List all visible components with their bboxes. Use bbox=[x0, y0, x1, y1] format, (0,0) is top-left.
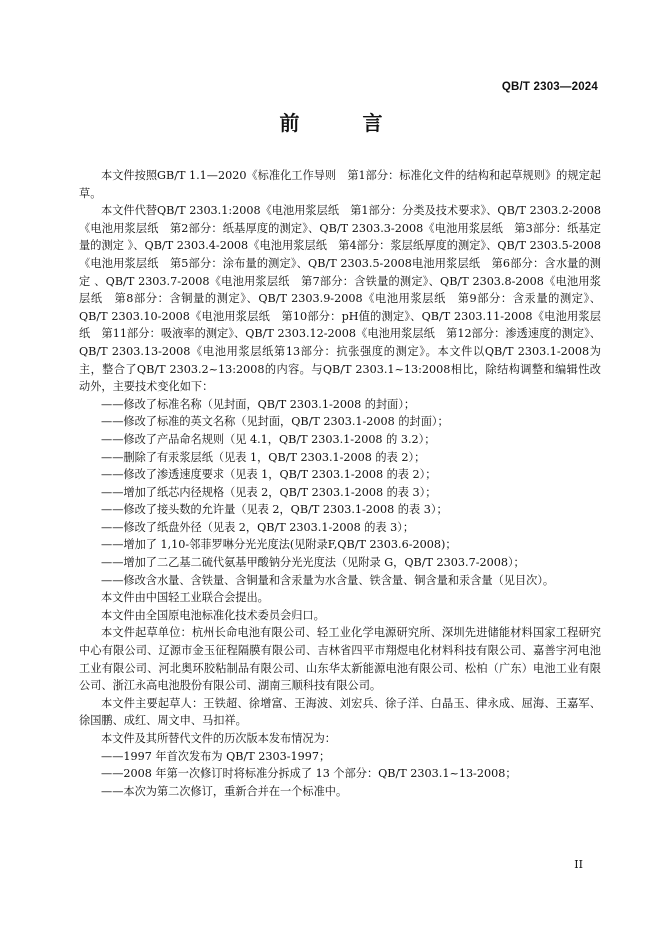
drafting-rule-paragraph: 本文件按照GB/T 1.1—2020《标准化工作导则 第1部分：标准化文件的结构和起草规则》的规定起草。 bbox=[79, 169, 601, 200]
change-item: ——修改了标准名称（见封面，QB/T 2303.1-2008 的封面）； bbox=[101, 397, 416, 411]
page-number: II bbox=[574, 858, 583, 871]
change-item: ——增加了二乙基二硫代氨基甲酸钠分光光度法（见附录 G，QB/T 2303.7-2008）； bbox=[101, 556, 525, 570]
history-item: ——本次为第二次修订，重新合并在一个标准中。 bbox=[101, 784, 348, 798]
change-item: ——修改了渗透速度要求（见表 1，QB/T 2303.1-2008 的表 2）； bbox=[101, 468, 437, 482]
committee-paragraph: 本文件由全国原电池标准化技术委员会归口。 bbox=[101, 608, 325, 622]
drafting-units-paragraph: 本文件起草单位：杭州长命电池有限公司、轻工业化学电源研究所、深圳先进储能材料国家工程研究中心有限公司、辽源市金玉征程隔膜有限公司、吉林省四平市翔煜电化材料科技有限公司、嘉善宇河电池工业有限公司、河北奥环胶粘制品有限公司、山东华太新能源电池有限公司、松柏（广东）电池工业有限公司、浙江永高电池股份有限公司、湖南三顺科技有限公司。 bbox=[79, 626, 601, 693]
change-item: ——删除了有汞浆层纸（见表 1，QB/T 2303.1-2008 的表 2）； bbox=[101, 450, 426, 464]
change-item: ——增加了纸芯内径规格（见表 2，QB/T 2303.1-2008 的表 3）； bbox=[101, 485, 437, 499]
page-title: 前 言 bbox=[279, 111, 411, 135]
replacement-paragraph: 本文件代替QB/T 2303.1:2008《电池用浆层纸 第1部分：分类及技术要求》、QB/T 2303.2-2008 《电池用浆层纸 第2部分：纸基厚度的测定》、QB/T 2303.3-2008《电池用浆层纸 第3部分：纸基定量的测定 》、QB/T 2303.4-2008《电池用浆层纸 第4部分：浆层纸厚度的测定》、QB/T 2303.5-2008《电池用浆层纸 第5部分：涂布量的测定》、QB/T 2303.5-2008电池用浆层纸 第6部分：含水量的测定 、QB/T 2303.7-2008《电池用浆层纸 第7部分：含铁量的测定》、QB/T 2303.8-2008《电池用浆层纸 第8部分：含铜量的测定》、QB/T 2303.9-2008《电池用浆层纸 第9部分：含汞量的测定》、QB/T 2303.10-2008《电池用浆层纸 第10部分：pH值的测定》、QB/T 2303.11-2008《电池用浆层纸 第11部分：吸液率的测定》、QB/T 2303.12-2008《电池用浆层纸 第12部分：渗透速度的测定》、QB/T 2303.13-2008《电池用浆层纸第13部分：抗张强度的测定》。本文件以QB/T 2303.1-2008为主，整合了QB/T 2303.2~13:2008的内容。与QB/T 2303.1~13:2008相比，除结构调整和编辑性改动外，主要技术变化如下： bbox=[79, 204, 601, 394]
drafters-paragraph: 本文件主要起草人：王铁超、徐增富、王海波、刘宏兵、徐子洋、白晶玉、律永成、屈海、王嘉军、徐国鹏、成红、周文申、马扣祥。 bbox=[79, 696, 601, 728]
history-item: ——1997 年首次发布为 QB/T 2303-1997； bbox=[101, 749, 331, 763]
history-item: ——2008 年第一次修订时将标准分拆成了 13 个部分：QB/T 2303.1~13-2008； bbox=[101, 767, 517, 781]
foreword-body bbox=[79, 167, 601, 800]
proposer-paragraph: 本文件由中国轻工业联合会提出。 bbox=[101, 591, 269, 605]
change-item: ——修改了接头数的允许量（见表 2，QB/T 2303.1-2008 的表 3）； bbox=[101, 503, 448, 517]
change-item: ——增加了 1,10-邻菲罗啉分光光度法(见附录F,QB/T 2303.6-2008)； bbox=[101, 538, 457, 552]
change-item: ——修改了纸盘外径（见表 2，QB/T 2303.1-2008 的表 3）； bbox=[101, 520, 415, 534]
standard-code: QB/T 2303—2024 bbox=[501, 81, 598, 93]
change-item: ——修改了标准的英文名称（见封面，QB/T 2303.1-2008 的封面）； bbox=[101, 415, 449, 429]
history-intro-paragraph: 本文件及其所替代文件的历次版本发布情况为： bbox=[101, 732, 336, 745]
change-item: ——修改含水量、含铁量、含铜量和含汞量为水含量、铁含量、铜含量和汞含量（见目次）。 bbox=[101, 573, 555, 587]
change-item: ——修改了产品命名规则（见 4.1，QB/T 2303.1-2008 的 3.2）； bbox=[101, 432, 436, 446]
